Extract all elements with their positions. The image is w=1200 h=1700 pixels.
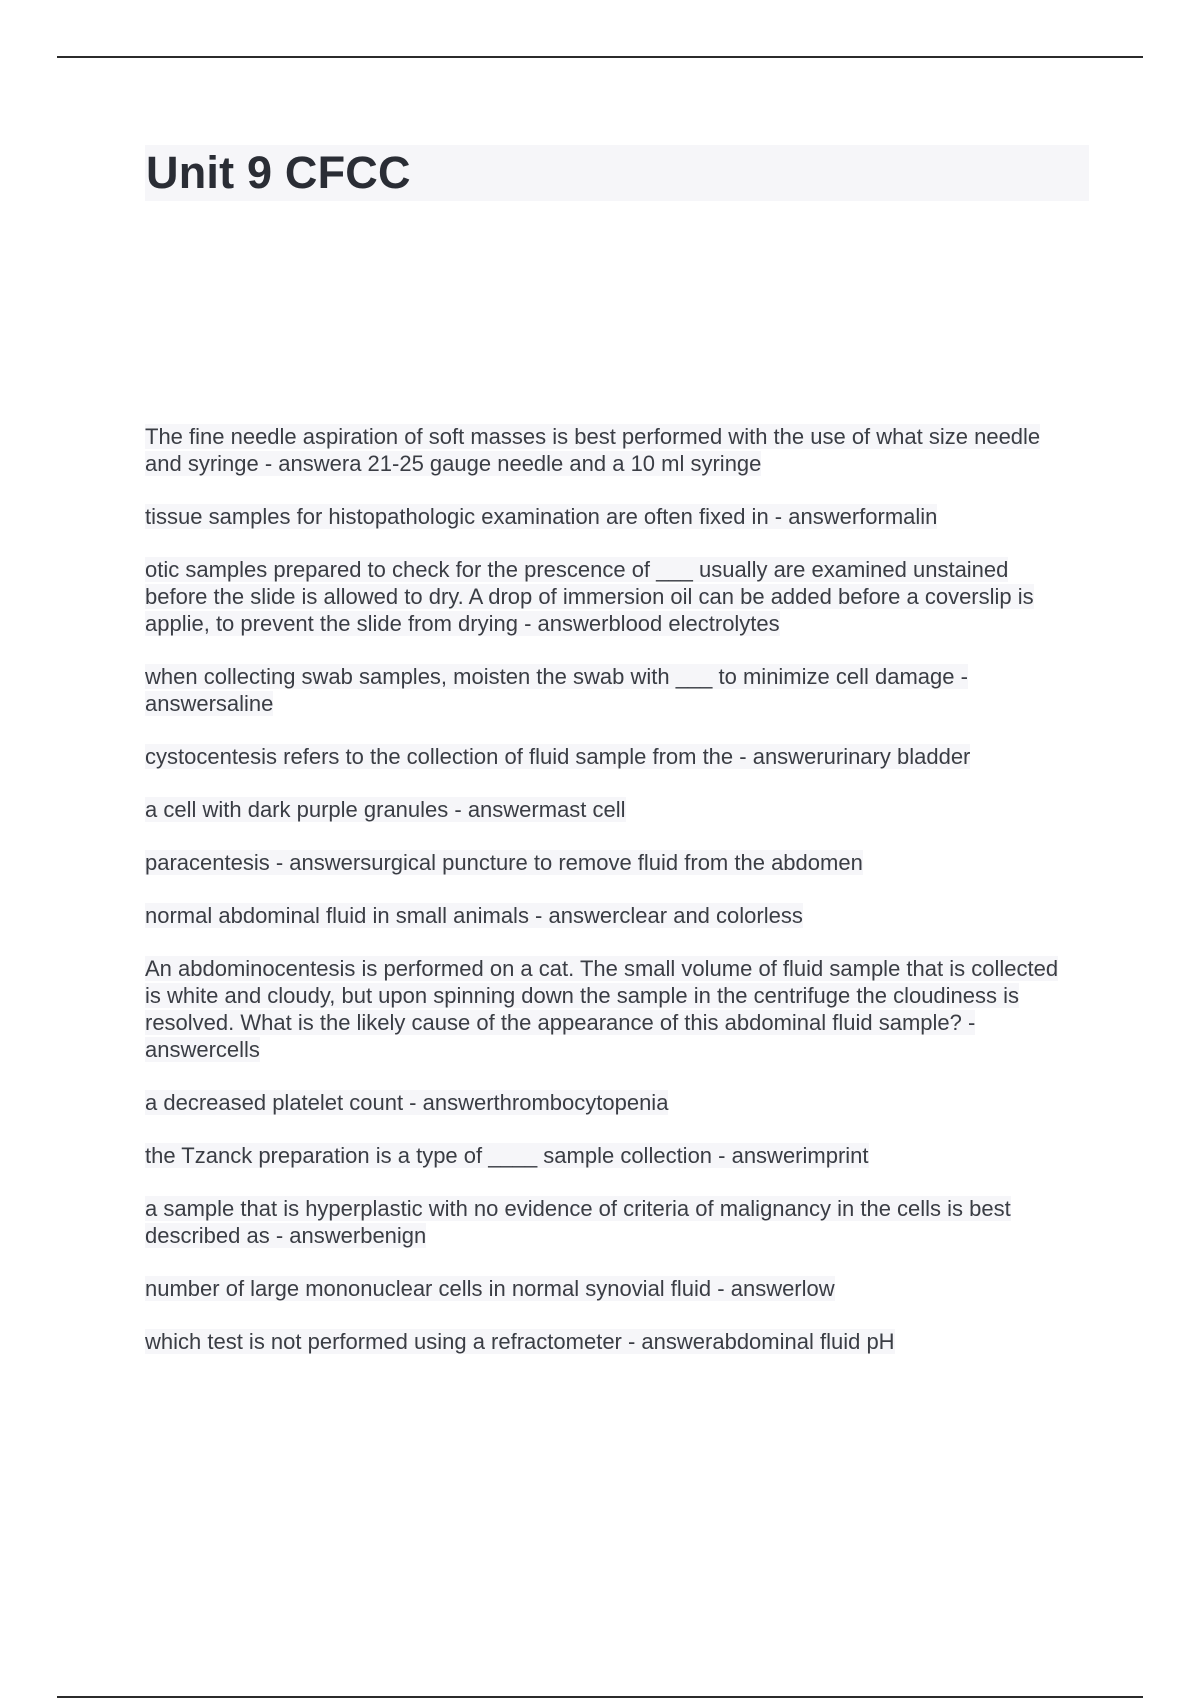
qa-text: number of large mononuclear cells in normal synovial fluid - answerlow <box>145 1276 835 1301</box>
list-item <box>145 1089 1075 1116</box>
qa-text: which test is not performed using a refractometer - answerabdominal fluid pH <box>145 1329 895 1354</box>
list-item <box>145 1275 1075 1302</box>
list-item <box>145 955 1075 1063</box>
document-title: Unit 9 CFCC <box>146 147 411 198</box>
list-item <box>145 663 1075 717</box>
qa-text: The fine needle aspiration of soft masses is best performed with the use of what size needle and syringe - answera 21-25 gauge needle and a 10 ml syringe <box>145 424 1041 476</box>
list-item <box>145 743 1075 770</box>
list-item <box>145 1142 1075 1169</box>
qa-text: paracentesis - answersurgical puncture to remove fluid from the abdomen <box>145 850 863 875</box>
list-item <box>145 1328 1075 1355</box>
top-divider <box>57 56 1143 58</box>
list-item <box>145 423 1075 477</box>
qa-text: when collecting swab samples, moisten the swab with ___ to minimize cell damage - answersaline <box>145 664 968 716</box>
qa-text: normal abdominal fluid in small animals - answerclear and colorless <box>145 903 803 928</box>
qa-text: cystocentesis refers to the collection of fluid sample from the - answerurinary bladder <box>145 744 971 769</box>
qa-text: a decreased platelet count - answerthrombocytopenia <box>145 1090 669 1115</box>
list-item <box>145 902 1075 929</box>
qa-text: a sample that is hyperplastic with no evidence of criteria of malignancy in the cells is best described as - answerbenign <box>145 1196 1011 1248</box>
qa-list <box>145 423 1075 1381</box>
list-item <box>145 503 1075 530</box>
qa-text: the Tzanck preparation is a type of ____ sample collection - answerimprint <box>145 1143 869 1168</box>
qa-text: An abdominocentesis is performed on a cat. The small volume of fluid sample that is collected is white and cloudy, but upon spinning down the sample in the centrifuge the cloudiness is resolved. What is the likely cause of the appearance of this abdominal fluid sample? - answercells <box>145 956 1059 1062</box>
list-item <box>145 1195 1075 1249</box>
qa-text: tissue samples for histopathologic examination are often fixed in - answerformalin <box>145 504 938 529</box>
bottom-divider <box>57 1696 1143 1698</box>
qa-text: otic samples prepared to check for the prescence of ___ usually are examined unstained before the slide is allowed to dry. A drop of immersion oil can be added before a coverslip is applie, to prevent the slide from drying - answerblood electrolytes <box>145 557 1034 636</box>
list-item <box>145 849 1075 876</box>
list-item <box>145 556 1075 637</box>
qa-text: a cell with dark purple granules - answermast cell <box>145 797 626 822</box>
list-item <box>145 796 1075 823</box>
